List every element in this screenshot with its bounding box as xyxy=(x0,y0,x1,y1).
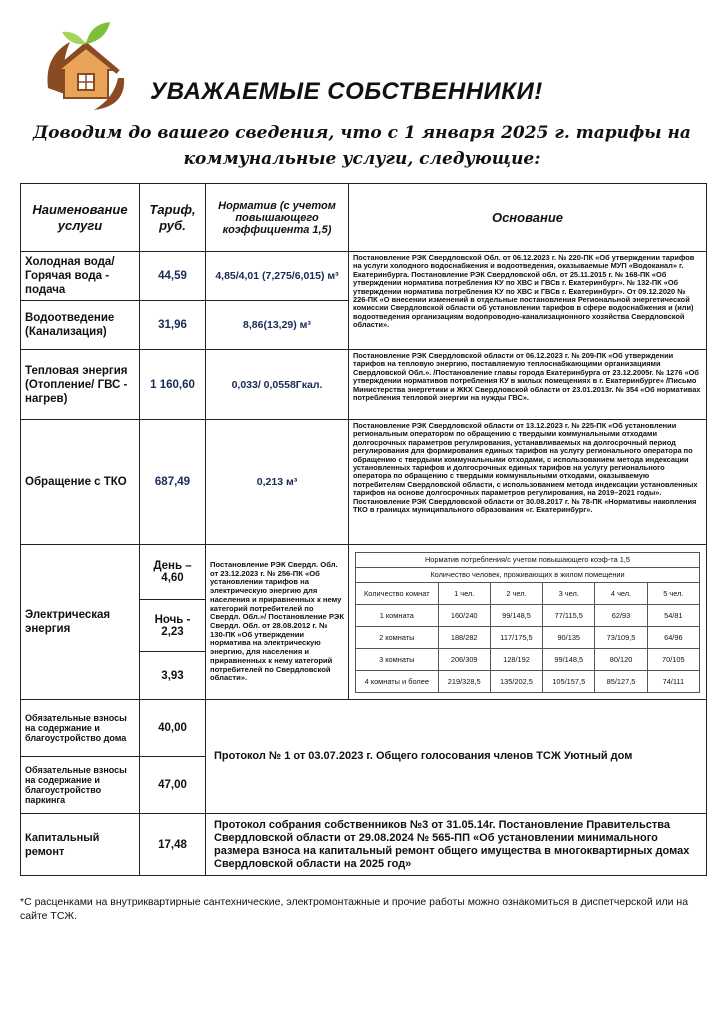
tariff-drain: 31,96 xyxy=(140,301,206,350)
elec-col-people: 5 чел. xyxy=(647,582,699,604)
tariff-dues-house: 40,00 xyxy=(140,700,206,757)
elec-cell: 80/120 xyxy=(595,648,647,670)
elec-cell: 99/148,5 xyxy=(543,648,595,670)
elec-table-title: Норматив потребления/с учетом повышающего коэф-та 1,5 xyxy=(356,552,700,567)
footnote: *С расценками на внутриквартирные сантехнические, электромонтажные и прочие работы можно ознакомиться в диспетчерской или на сайте ТСЖ. xyxy=(20,896,689,922)
tariff-tko: 687,49 xyxy=(140,420,206,545)
elec-cell: 85/127,5 xyxy=(595,670,647,692)
elec-cell: 77/115,5 xyxy=(543,604,595,626)
table-row xyxy=(21,350,707,420)
subtitle-line-2: коммунальные услуги, следующие: xyxy=(183,149,541,169)
service-repair: Капитальный ремонт xyxy=(21,814,140,876)
header-tariff: Тариф, руб. xyxy=(140,184,206,252)
subtitle-line-1: Доводим до вашего сведения, что с 1 января 2025 г. тарифы на xyxy=(33,123,691,143)
page-subtitle xyxy=(20,120,704,172)
table-header-row xyxy=(21,184,707,252)
elec-cell: 105/157,5 xyxy=(543,670,595,692)
basis-water: Постановление РЭК Свердловской Обл. от 06.12.2023 г. № 220-ПК «Об утверждении тарифов на услуги холодного водоснабжения и водоотведения, оказываемые МУП «Водоканал» г. Екатеринбурга. Постановление РЭК Свердловской обл. от 25.11.2015 г. № 168-ПК «Об утверждении норматива потребления КУ по ХВС и ГВСв г. Екатеринбург». № 132-ПК «Об утверждении норматива потребления КУ по ХВС и ГВСв г. Екатеринбург». От 09.12.2020 № 226-ПК «О внесении изменений в отдельные постановления Региональной энергетической комиссии Свердловской области об установлении тарифов в сфере водоснабжения и (или) водоотведения организациям водопроводно-канализационного хозяйства Свердловской области». xyxy=(349,252,707,350)
elec-table-row xyxy=(356,626,700,648)
table-row xyxy=(21,252,707,301)
table-row xyxy=(21,545,707,600)
elec-col-people: 1 чел. xyxy=(438,582,490,604)
service-electricity: Электрическая энергия xyxy=(21,545,140,700)
tariff-heat: 1 160,60 xyxy=(140,350,206,420)
basis-heat: Постановление РЭК Свердловской области от 06.12.2023 г. № 209-ПК «Об утверждении тарифов на тепловую энергию, поставляемую теплоснабжающими организациями Свердловской Обл.». /Постановление главы города Екатеринбурга от 23.12.2005г. № 1276 «Об утверждении нормативов потребления КУ в жилых помещениях в г. Екатеринбурге» /Письмо Министерства энергетики и ЖКХ Свердловской области от 23.01.2013г. № 354 «Об нормативах потребления тепловой энергии на нужды ГВС». xyxy=(349,350,707,420)
elec-table-row xyxy=(356,670,700,692)
elec-table-row xyxy=(356,604,700,626)
elec-table-header-row xyxy=(356,582,700,604)
elec-cell: 54/81 xyxy=(647,604,699,626)
elec-cell: 99/148,5 xyxy=(490,604,542,626)
service-tko: Обращение с ТКО xyxy=(21,420,140,545)
elec-cell: 128/192 xyxy=(490,648,542,670)
elec-cell: 74/111 xyxy=(647,670,699,692)
elec-cell: 117/175,5 xyxy=(490,626,542,648)
norm-heat: 0,033/ 0,0558Гкал. xyxy=(206,350,349,420)
elec-col-rooms: Количество комнат xyxy=(356,582,439,604)
elec-cell: 135/202,5 xyxy=(490,670,542,692)
basis-tko: Постановление РЭК Свердловской области от 13.12.2023 г. № 225-ПК «Об установлении региональным оператором по обращению с твердыми коммунальными отходами долгосрочных параметров регулирования, устанавливаемых на долгосрочный период регулирования для формирования единых тарифов на услугу регионального оператора по обращению с твердыми коммунальными отходами, с использованием метода индексации установленных тарифов и долгосрочных единых тарифов на услугу регионального оператора по обращению с твердыми коммунальными отходами, оказываемую потребителям Свердловской области, с использованием метода индексации установленных тарифов на основе долгосрочных параметров регулирования, на 2019–2021 годы». Постановление РЭК Свердловской области от 30.08.2017 г. № 78-ПК «Нормативы накопления ТКО в границах муниципального образования «г. Екатеринбург». xyxy=(349,420,707,545)
service-drain: Водоотведение (Канализация) xyxy=(21,301,140,350)
electricity-norm-table xyxy=(355,552,700,693)
elec-cell: 62/93 xyxy=(595,604,647,626)
elec-table-row xyxy=(356,648,700,670)
elec-row-label: 2 комнаты xyxy=(356,626,439,648)
elec-col-people: 4 чел. xyxy=(595,582,647,604)
basis-dues: Протокол № 1 от 03.07.2023 г. Общего голосования членов ТСЖ Уютный дом xyxy=(206,700,707,814)
basis-repair: Протокол собрания собственников №3 от 31.05.14г. Постановление Правительства Свердловской области от 29.08.2024 № 565-ПП «Об установлении минимального размера взноса на капитальный ремонт общего имущества в многоквартирных домах Свердловской области на 2025 год» xyxy=(206,814,707,876)
elec-row-label: 3 комнаты xyxy=(356,648,439,670)
service-dues-parking: Обязательные взносы на содержание и благоустройство паркинга xyxy=(21,757,140,814)
elec-cell: 206/309 xyxy=(438,648,490,670)
header-basis: Основание xyxy=(349,184,707,252)
elec-cell: 64/96 xyxy=(647,626,699,648)
table-row xyxy=(21,700,707,757)
elec-cell: 70/105 xyxy=(647,648,699,670)
norm-water: 4,85/4,01 (7,275/6,015) м³ xyxy=(206,252,349,301)
elec-col-people: 3 чел. xyxy=(543,582,595,604)
norm-tko: 0,213 м³ xyxy=(206,420,349,545)
basis-electricity: Постановление РЭК Свердл. Обл. от 23.12.2023 г. № 256-ПК «Об установлении тарифов на электрическую энергию для населения и приравненных к нему категорий потребителей по Свердл. Обл.»/ Постановление РЭК Свердл. Обл. от 28.08.2012 г. № 130-ПК «Об утверждении норматива на электрическую энергию, для населения и приравненных к нему категорий потребителей по Свердловской области». xyxy=(206,545,349,700)
tariff-water: 44,59 xyxy=(140,252,206,301)
tariff-repair: 17,48 xyxy=(140,814,206,876)
tariff-dues-parking: 47,00 xyxy=(140,757,206,814)
elec-row-label: 1 комната xyxy=(356,604,439,626)
elec-cell: 90/135 xyxy=(543,626,595,648)
house-logo xyxy=(40,18,132,114)
service-water: Холодная вода/ Горячая вода - подача xyxy=(21,252,140,301)
table-row xyxy=(21,420,707,545)
elec-table-subtitle: Количество человек, проживающих в жилом помещении xyxy=(356,567,700,582)
service-dues-house: Обязательные взносы на содержание и благоустройство дома xyxy=(21,700,140,757)
elec-cell: 219/328,5 xyxy=(438,670,490,692)
elec-cell: 73/109,5 xyxy=(595,626,647,648)
elec-col-people: 2 чел. xyxy=(490,582,542,604)
elec-cell: 188/282 xyxy=(438,626,490,648)
table-row xyxy=(21,814,707,876)
header-norm: Норматив (с учетом повышающего коэффициента 1,5) xyxy=(206,184,349,252)
elec-cell: 160/240 xyxy=(438,604,490,626)
service-heat: Тепловая энергия (Отопление/ ГВС - нагрев) xyxy=(21,350,140,420)
tariff-elec-single: 3,93 xyxy=(140,652,206,700)
elec-row-label: 4 комнаты и более xyxy=(356,670,439,692)
norm-drain: 8,86(13,29) м³ xyxy=(206,301,349,350)
tariff-elec-day: День – 4,60 xyxy=(140,545,206,600)
tariff-table xyxy=(20,183,707,876)
electricity-norm-cell xyxy=(349,545,707,700)
tariff-elec-night: Ночь - 2,23 xyxy=(140,600,206,652)
page-title: УВАЖАЕМЫЕ СОБСТВЕННИКИ! xyxy=(150,78,543,105)
header-name: Наименование услуги xyxy=(21,184,140,252)
